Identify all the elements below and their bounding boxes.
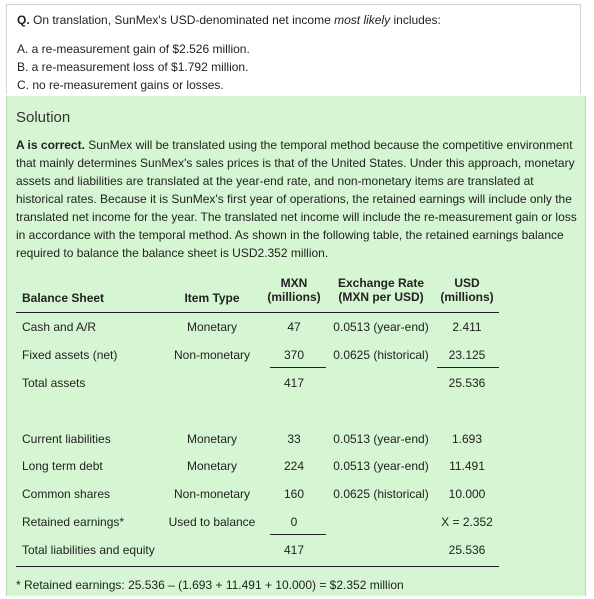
row-3-label: Current liabilities	[22, 432, 111, 446]
row-3-usd: 1.693	[451, 432, 483, 446]
option-b[interactable]: B. a re-measurement loss of $1.792 million.	[17, 60, 249, 74]
solution-lead: A is correct.	[16, 138, 85, 152]
row-0-mxn: 47	[287, 320, 301, 334]
row-4-usd: 11.491	[449, 459, 485, 473]
question-text	[17, 13, 441, 27]
row-5-rate: 0.0625 (historical)	[333, 487, 429, 501]
option-c[interactable]: C. no re-measurement gains or losses.	[17, 78, 224, 92]
row-6-usd: X = 2.352	[441, 515, 493, 529]
row-7-usd: 25.536	[448, 543, 486, 557]
row-4-mxn: 224	[283, 459, 305, 473]
header-item-type: Item Type	[184, 291, 240, 305]
row-7-label: Total liabilities and equity	[22, 543, 155, 557]
solution-panel	[6, 96, 586, 596]
header-rate-line2: (MXN per USD)	[338, 290, 424, 304]
header-mxn-line2: (millions)	[267, 290, 321, 304]
balance-sheet-table	[7, 96, 585, 596]
row-3-rate: 0.0513 (year-end)	[333, 432, 429, 446]
row-1-rate: 0.0625 (historical)	[333, 348, 429, 362]
row-1-mxn: 370	[283, 348, 305, 362]
row-5-usd: 10.000	[448, 487, 486, 501]
table-bottom-rule	[16, 566, 499, 567]
header-balance-sheet: Balance Sheet	[22, 291, 105, 305]
usd-subtotal-rule-assets	[437, 367, 499, 368]
row-4-type: Monetary	[186, 459, 238, 473]
header-usd-line1: USD	[454, 276, 480, 290]
question-text-after: includes:	[390, 13, 441, 27]
header-mxn	[267, 276, 320, 304]
row-0-rate: 0.0513 (year-end)	[333, 320, 429, 334]
header-mxn-line1: MXN	[280, 276, 308, 290]
question-text-before: On translation, SunMex's USD-denominated net income	[29, 13, 335, 27]
row-5-label: Common shares	[22, 487, 111, 501]
row-0-label: Cash and A/R	[22, 320, 97, 334]
header-rule	[16, 312, 499, 313]
table-footnote: * Retained earnings: 25.536 – (1.693 + 11.491 + 10.000) = $2.352 million	[16, 578, 404, 592]
row-4-label: Long term debt	[22, 459, 103, 473]
question-panel	[6, 4, 581, 94]
row-5-mxn: 160	[283, 487, 305, 501]
row-1-label: Fixed assets (net)	[22, 348, 118, 362]
header-rate	[338, 276, 424, 304]
mxn-subtotal-rule-liabilities	[270, 534, 326, 535]
row-3-mxn: 33	[287, 432, 301, 446]
header-usd-line2: (millions)	[440, 290, 494, 304]
row-1-usd: 23.125	[448, 348, 486, 362]
header-rate-line1: Exchange Rate	[337, 276, 425, 290]
solution-title: Solution	[16, 109, 71, 126]
question-emphasis: most likely	[334, 13, 391, 27]
row-2-mxn: 417	[283, 376, 305, 390]
row-1-type: Non-monetary	[173, 348, 251, 362]
row-6-mxn: 0	[290, 515, 298, 529]
row-6-label: Retained earnings*	[22, 515, 125, 529]
row-0-usd: 2.411	[452, 320, 482, 334]
row-7-mxn: 417	[283, 543, 305, 557]
question-label: Q.	[17, 13, 30, 27]
row-2-usd: 25.536	[448, 376, 486, 390]
row-5-type: Non-monetary	[173, 487, 251, 501]
row-4-rate: 0.0513 (year-end)	[333, 459, 429, 473]
row-0-type: Monetary	[186, 320, 238, 334]
row-6-type: Used to balance	[168, 515, 256, 529]
mxn-subtotal-rule-assets	[270, 367, 326, 368]
header-usd	[440, 276, 493, 304]
option-a[interactable]: A. a re-measurement gain of $2.526 million.	[17, 42, 250, 56]
solution-body: SunMex will be translated using the temporal method because the competitive environment that mainly determines SunMex's sales prices is that of the United States. Under this approach, monetary assets and liabilities are translated at the year-end rate, and non-monetary items are translated at historical rates. Because it is SunMex's first year of operations, the retained earnings will include only the translated net income for the year. The translated net income will include the re-measurement gain or loss in accordance with the temporal method. As shown in the following table, the retained earnings balance required to balance the balance sheet is USD2.352 million.	[16, 138, 577, 260]
row-3-type: Monetary	[186, 432, 238, 446]
row-2-label: Total assets	[22, 376, 86, 390]
